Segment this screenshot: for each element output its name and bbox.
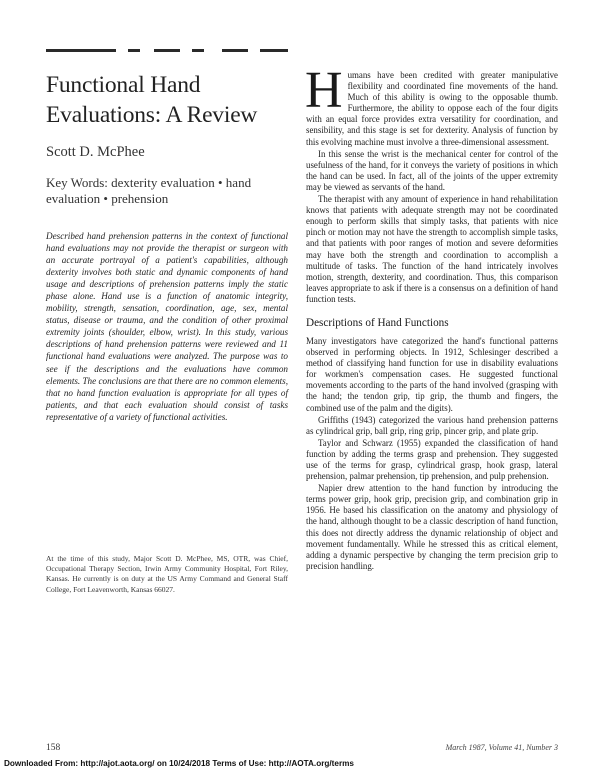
author-affiliation: At the time of this study, Major Scott D. McPhee, MS, OTR, was Chief, Occupational Therapy Section, Irwin Army Community Hospital, Fort Riley, Kansas. He currently is on duty at the US Army Command and General Staff College, Fort Leavenworth, Kansas 66027. — [46, 554, 288, 594]
article-title: Functional Hand Evaluations: A Review — [46, 72, 258, 128]
download-notice: Downloaded From: http://ajot.aota.org/ on 10/24/2018 Terms of Use: http://AOTA.org/terms — [4, 759, 354, 768]
article-abstract: Described hand prehension patterns in the context of functional hand evaluations may not provide the therapist or surgeon with an accurate portrayal of a patient's capabilities, although dexterity involves both static and dynamic components of hand usage and descriptions of prehension patterns imply the static phase alone. Hand use is a function of anatomic integrity, mobility, strength, sensation, coordination, age, sex, mental status, disease or trauma, and the condition of other proximal extremity joints (shoulder, elbow, wrist). In this study, various descriptions of hand prehension patterns were reviewed and 11 functional hand evaluations were analyzed. The purpose was to see if the descriptions and the evaluations have common elements. The conclusions are that there are no common elements, that no hand function evaluation is appropriate for all types of patients, and that each evaluation should consist of tasks representative of a variety of functional activities. — [46, 231, 289, 422]
journal-citation: March 1987, Volume 41, Number 3 — [445, 743, 558, 752]
left-column — [46, 70, 288, 423]
body-paragraph-text: umans have been credited with greater manipulative flexibility and coordinated fine movements of the hand. Much of this ability is owing to the opposable thumb. Furthermore, the ability to oppose each of the four digits with an equal force provides extra versatility for coordination, and sensibility, and this stage is set for dexterity. Analysis of function by this evolving machine must involve a three-dimensional assessment. — [306, 70, 558, 147]
article-keywords: Key Words: dexterity evaluation • hand evaluation • prehension — [46, 175, 252, 206]
body-paragraph: The therapist with any amount of experience in hand rehabilitation knows that patients with adequate strength may not be coordinated enough to perform skills that simply tasks, that patients with nice pinch or motion may not have the strength to accomplish simple tasks, and that patients with poor ranges of motion and severe deformities may have both the strength and coordination to accomplish a multitude of tasks. The function of the hand intricately involves motion, strength, dexterity, and coordination. Thus, this comparison leaves appropriate to ask if there is a consensus on a definition of hand function tests. — [306, 194, 558, 304]
body-paragraph: In this sense the wrist is the mechanical center for control of the usefulness of the hand, for it conveys the variety of positions in which the hand can be used. In fact, all of the joints of the upper extremity may be viewed as servants of the hand. — [306, 148, 558, 192]
body-paragraph-intro — [305, 62, 558, 148]
decorative-top-rule — [46, 49, 290, 52]
section-heading: Descriptions of Hand Functions — [306, 316, 449, 329]
article-author: Scott D. McPhee — [46, 144, 145, 160]
right-column — [305, 62, 558, 572]
section-paragraph: Taylor and Schwarz (1955) expanded the classification of hand function by adding the terms grasp and prehension. They suggested use of the terms for grasp, cylindrical grasp, hook grasp, lateral prehension, palmar prehension, tip prehension, and pulp prehension. — [306, 437, 558, 482]
section-paragraph: Napier drew attention to the hand function by introducing the terms power grip, hook grip, precision grip, and combination grip in 1956. He based his classification on the anatomy and physiology of the hand, although thought to be a classic description of hand function, this does not directly address the dynamic relationship of object and movement fundamentally. While he stressed this as critical element, adding a dynamic perspective by changing the term precision grip to precision handling. — [306, 483, 558, 571]
section-paragraph: Griffiths (1943) categorized the various hand prehension patterns as cylindrical grip, ball grip, ring grip, pincer grip, and plate grip. — [306, 414, 558, 436]
drop-cap: H — [305, 62, 343, 119]
section-paragraph: Many investigators have categorized the hand's functional patterns observed in performing objects. In 1912, Schlesinger described a method of classifying hand function for use in disability evaluations for workmen's compensation cases. He suggested functional movements according to the parts of the hand involved (grasping with the hand; the tendon grip, tip grip, the thumb and fingers, the combined use of the palm and the digits). — [306, 335, 558, 413]
page-number: 158 — [46, 743, 61, 753]
